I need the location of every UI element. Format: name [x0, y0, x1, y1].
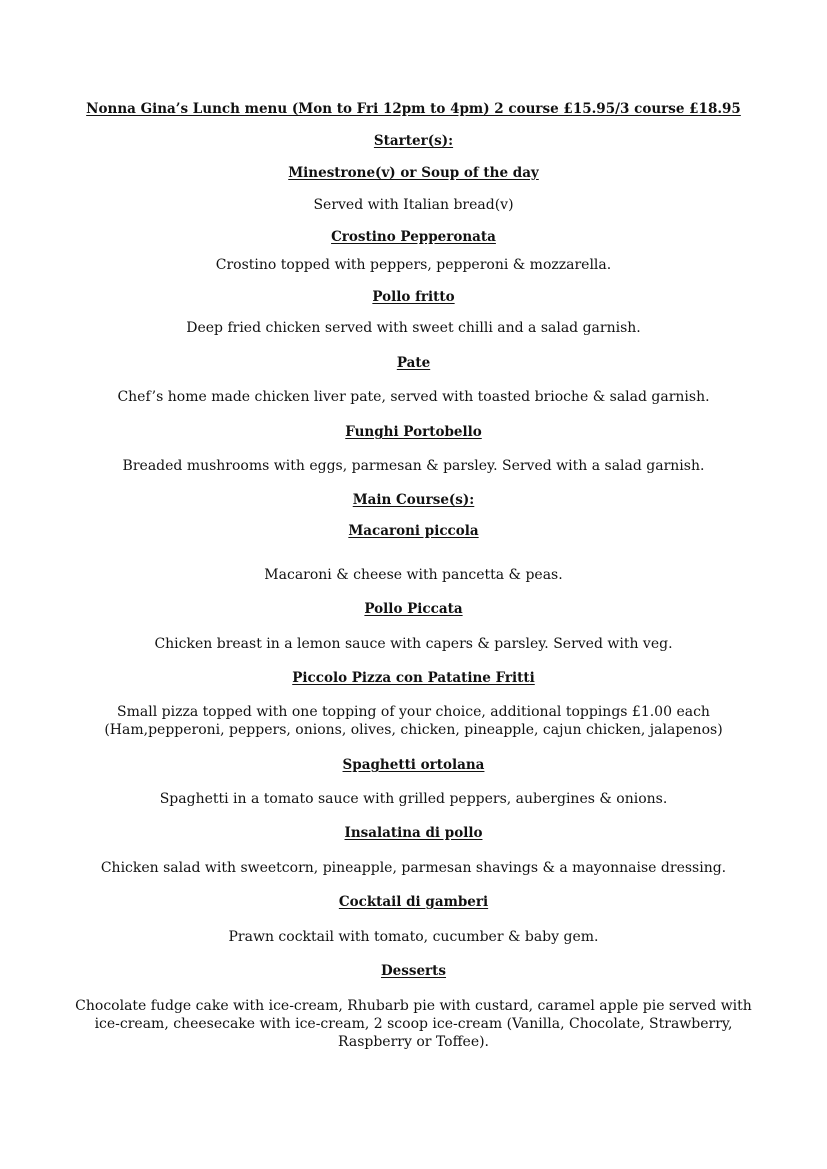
main-description: Prawn cocktail with tomato, cucumber & baby gem.: [228, 929, 599, 945]
main-name: Pollo Piccata: [364, 601, 463, 617]
main-description-line: Small pizza topped with one topping of your choice, additional toppings £1.00 each: [117, 704, 710, 720]
menu-title: Nonna Gina’s Lunch menu (Mon to Fri 12pm to 4pm) 2 course £15.95/3 course £18.95: [86, 101, 741, 117]
desserts-description-line: ice-cream, cheesecake with ice-cream, 2 scoop ice-cream (Vanilla, Chocolate, Strawberry,: [94, 1016, 733, 1032]
main-description: Chicken salad with sweetcorn, pineapple, parmesan shavings & a mayonnaise dressing.: [100, 860, 727, 876]
starter-name: Minestrone(v) or Soup of the day: [288, 165, 539, 181]
main-name: Macaroni piccola: [348, 523, 479, 539]
main-name: Cocktail di gamberi: [338, 894, 489, 910]
main-name: Spaghetti ortolana: [342, 757, 485, 773]
main-description: Macaroni & cheese with pancetta & peas.: [264, 567, 563, 583]
desserts-description-line: Raspberry or Toffee).: [337, 1034, 490, 1050]
starter-description: Chef’s home made chicken liver pate, served with toasted brioche & salad garnish.: [117, 389, 710, 405]
main-description-line: (Ham,pepperoni, peppers, onions, olives, chicken, pineapple, cajun chicken, jalapenos): [104, 722, 723, 738]
mains-heading: Main Course(s):: [352, 492, 475, 508]
starter-description: Deep fried chicken served with sweet chilli and a salad garnish.: [186, 320, 641, 336]
starter-description: Breaded mushrooms with eggs, parmesan & parsley. Served with a salad garnish.: [122, 458, 705, 474]
starter-name: Funghi Portobello: [345, 424, 482, 440]
desserts-heading: Desserts: [380, 963, 447, 979]
main-description: Chicken breast in a lemon sauce with capers & parsley. Served with veg.: [154, 636, 673, 652]
starter-name: Crostino Pepperonata: [331, 229, 496, 245]
starters-heading: Starter(s):: [373, 133, 454, 149]
starter-name: Pate: [396, 355, 431, 371]
main-name: Piccolo Pizza con Patatine Fritti: [292, 670, 535, 686]
main-name: Insalatina di pollo: [344, 825, 483, 841]
starter-name: Pollo fritto: [372, 289, 455, 305]
starter-description: Served with Italian bread(v): [313, 197, 514, 213]
desserts-description-line: Chocolate fudge cake with ice-cream, Rhubarb pie with custard, caramel apple pie served with: [75, 998, 752, 1014]
main-description: Spaghetti in a tomato sauce with grilled peppers, aubergines & onions.: [159, 791, 668, 807]
starter-description: Crostino topped with peppers, pepperoni & mozzarella.: [215, 257, 612, 273]
